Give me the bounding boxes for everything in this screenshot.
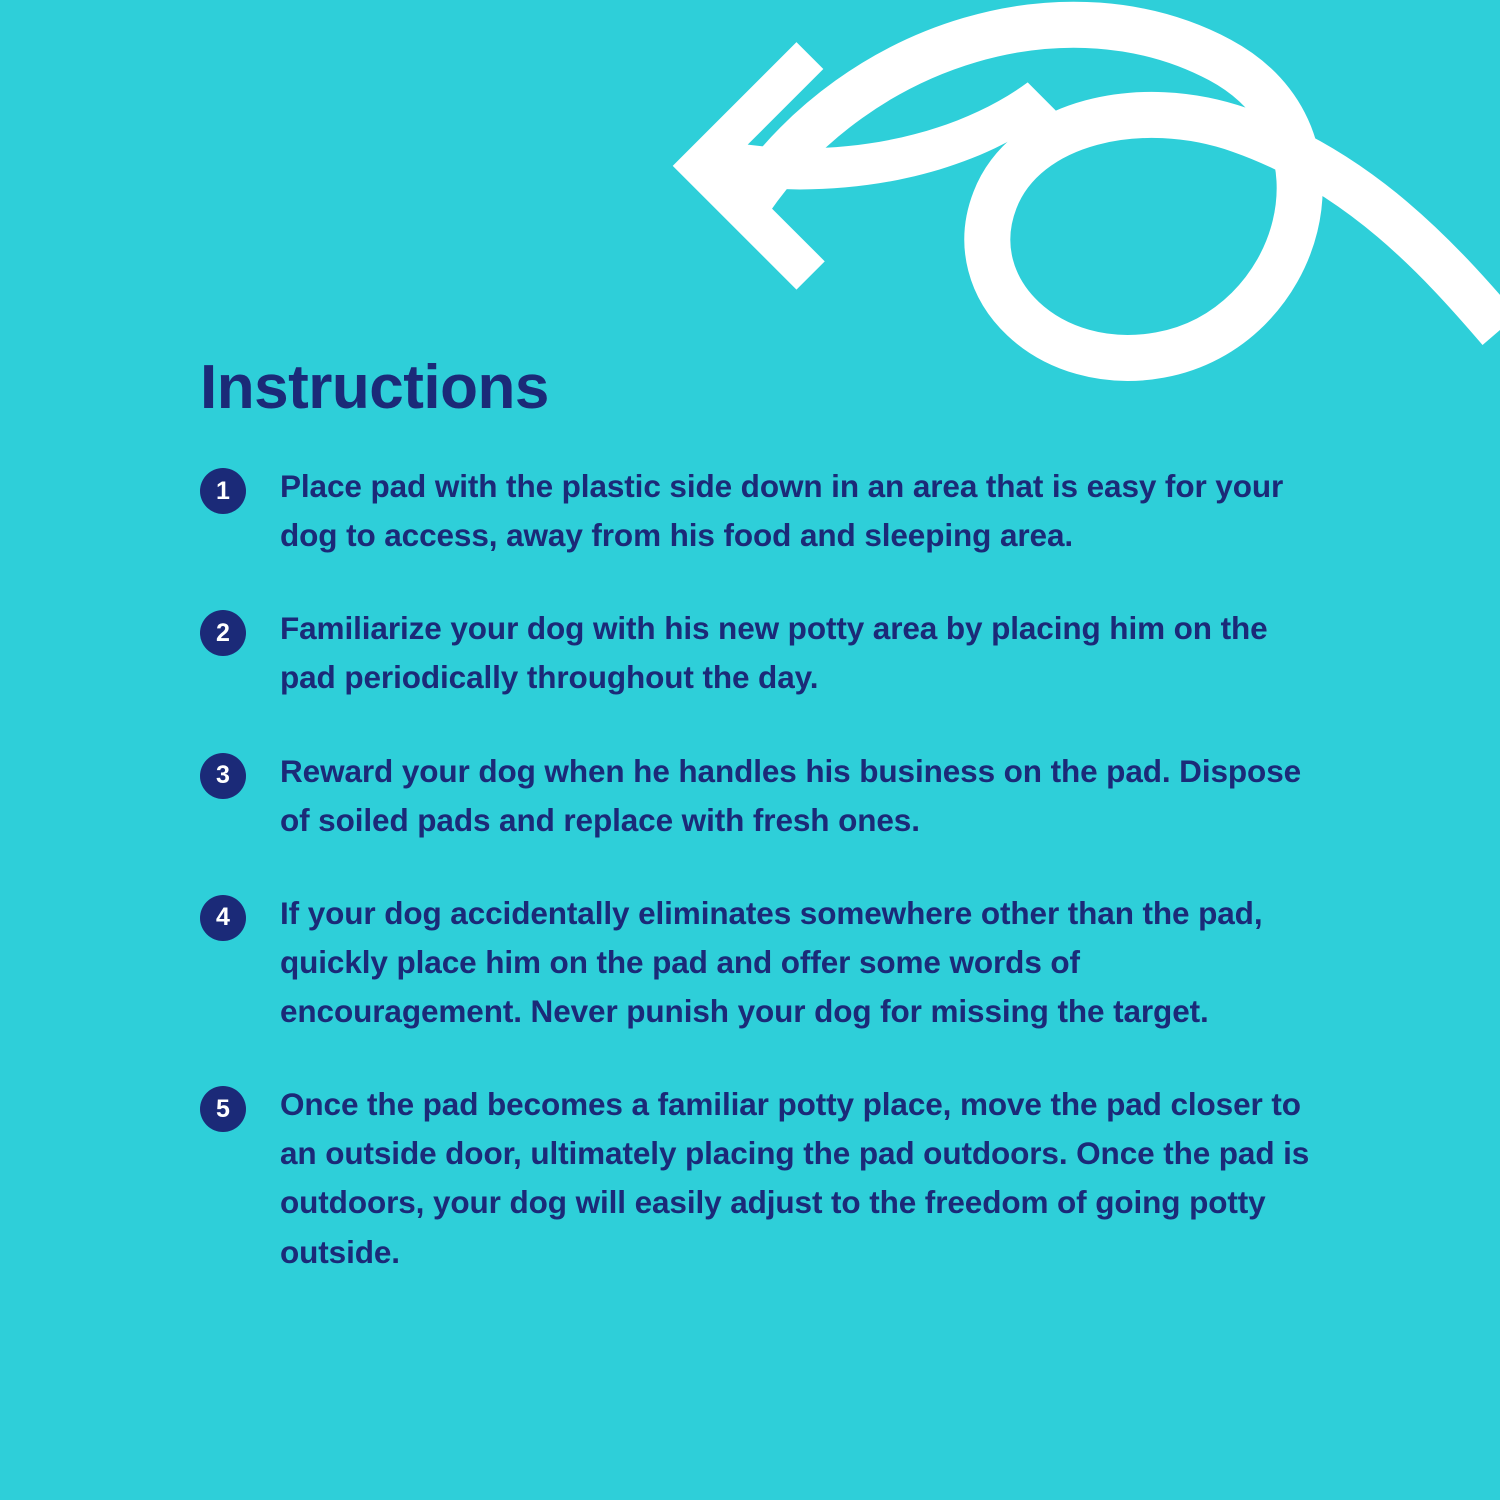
step-text: Once the pad becomes a familiar potty place, move the pad closer to an outside door, ultimately placing the pad outdoors. Once the pad is outdoors, your dog will easily adjust to the freedom of going potty outside. xyxy=(280,1086,1310,1270)
step-number-badge: 2 xyxy=(200,610,246,656)
instructions-content xyxy=(200,355,1330,1277)
list-item xyxy=(200,462,1330,560)
step-number-badge: 3 xyxy=(200,753,246,799)
list-item xyxy=(200,747,1330,845)
step-number-badge: 5 xyxy=(200,1086,246,1132)
step-number-badge: 1 xyxy=(200,468,246,514)
list-item xyxy=(200,604,1330,702)
step-text: Familiarize your dog with his new potty area by placing him on the pad periodically throughout the day. xyxy=(280,610,1268,696)
step-text: Reward your dog when he handles his business on the pad. Dispose of soiled pads and replace with fresh ones. xyxy=(280,752,1302,838)
step-text: Place pad with the plastic side down in an area that is easy for your dog to access, away from his food and sleeping area. xyxy=(280,468,1284,554)
list-item xyxy=(200,1080,1330,1277)
steps-list xyxy=(200,462,1330,1277)
list-item xyxy=(200,889,1330,1036)
step-number-badge: 4 xyxy=(200,895,246,941)
step-text: If your dog accidentally eliminates somewhere other than the pad, quickly place him on the pad and offer some words of encouragement. Never punish your dog for missing the target. xyxy=(280,894,1263,1030)
page-title: Instructions xyxy=(200,353,549,422)
